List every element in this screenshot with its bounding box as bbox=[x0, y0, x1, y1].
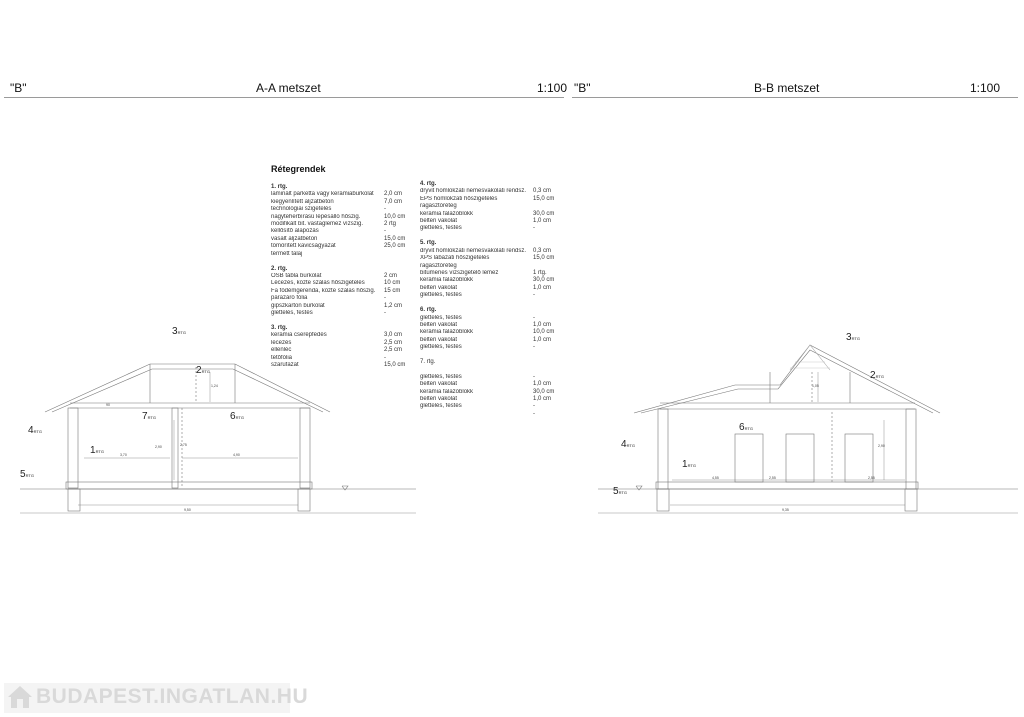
layer-thickness: 2,5 cm bbox=[384, 339, 403, 346]
layer-material: Fa födémgerenda, közte szálas hőszig. bbox=[271, 287, 376, 294]
layer-thickness: 1 rtg. bbox=[533, 269, 547, 276]
layer-material: laminált parketta vagy kerámiaburkolat bbox=[271, 191, 374, 198]
layer-thickness: 0,3 cm bbox=[533, 188, 552, 195]
layer-thickness bbox=[533, 203, 571, 210]
layer-row bbox=[271, 199, 422, 206]
layer-row bbox=[420, 403, 571, 410]
section-b-dim-roof: 1,05 bbox=[812, 384, 819, 388]
layer-thickness: 2 rtg bbox=[384, 221, 397, 228]
section-b-dim-r1: 4,55 bbox=[712, 476, 719, 480]
section-a-dim-room1: 3,70 bbox=[120, 453, 127, 457]
layer-row bbox=[420, 366, 571, 373]
layer-material: belteri vakolat bbox=[420, 321, 458, 328]
layer-material: ragasztóréteg bbox=[420, 262, 457, 269]
section-a-label-2: 2RTG bbox=[196, 365, 210, 376]
section-a-dim-roof: 1,24 bbox=[211, 384, 218, 388]
layer-group bbox=[271, 266, 422, 318]
layer-material: párazáró fólia bbox=[271, 295, 308, 302]
section-b-label-2: 2RTG bbox=[870, 370, 884, 381]
layer-row bbox=[420, 218, 571, 225]
layer-thickness: 25,0 cm bbox=[384, 243, 406, 250]
legend-title: Rétegrendek bbox=[271, 164, 326, 174]
layer-row bbox=[420, 292, 571, 299]
layer-group-heading: 4. rtg. bbox=[420, 181, 437, 187]
layer-legend-col2 bbox=[420, 181, 571, 426]
layer-thickness: 2,0 cm bbox=[384, 191, 403, 198]
layer-material: glettelés, festés bbox=[420, 292, 462, 299]
layer-thickness: - bbox=[384, 295, 386, 302]
layer-material: dryvit homlokzati nemesvakolati rendsz. bbox=[420, 247, 527, 254]
section-a-dim-top: 90 bbox=[106, 403, 110, 407]
layer-material: gipszkarton burkolat bbox=[271, 302, 325, 309]
sheet-right-tag: "B" bbox=[574, 81, 591, 95]
layer-row bbox=[271, 236, 422, 243]
layer-row bbox=[271, 214, 422, 221]
layer-row bbox=[420, 211, 571, 218]
layer-row bbox=[420, 203, 571, 210]
layer-thickness: - bbox=[384, 354, 386, 361]
layer-material: kellősítő alapozás bbox=[271, 228, 319, 235]
layer-thickness: 2,5 cm bbox=[384, 347, 403, 354]
layer-thickness: 1,2 cm bbox=[384, 302, 403, 309]
layer-row bbox=[420, 374, 571, 381]
layer-row bbox=[271, 221, 422, 228]
layer-legend-col1 bbox=[271, 163, 422, 377]
layer-thickness: 3,0 cm bbox=[384, 332, 403, 339]
layer-material: szarufazat bbox=[271, 361, 299, 368]
layer-thickness: 1,0 cm bbox=[533, 336, 552, 343]
section-a-dim-h2: 2,75 bbox=[180, 443, 187, 447]
layer-material: Lécezés, közte szálas hőszigetelés bbox=[271, 280, 365, 287]
layer-row bbox=[271, 273, 422, 280]
layer-row bbox=[420, 344, 571, 351]
layer-row bbox=[271, 355, 422, 362]
section-a-label-6: 6RTG bbox=[230, 411, 244, 422]
layer-thickness: 15,0 cm bbox=[533, 255, 555, 262]
layer-row bbox=[271, 310, 422, 317]
sheet-left-title: A-A metszet bbox=[256, 81, 321, 95]
layer-row bbox=[420, 263, 571, 270]
layer-material: belteri vakolat bbox=[420, 336, 458, 343]
layer-thickness: 15,0 cm bbox=[384, 361, 406, 368]
layer-thickness: 1,0 cm bbox=[533, 218, 552, 225]
layer-row bbox=[420, 188, 571, 195]
layer-group bbox=[420, 307, 571, 351]
layer-thickness: - bbox=[384, 228, 386, 235]
layer-row bbox=[271, 295, 422, 302]
layer-material: EPS homlokzati hőszigetelés bbox=[420, 195, 498, 202]
layer-material: belteri vakolat bbox=[420, 381, 458, 388]
layer-row bbox=[420, 315, 571, 322]
layer-material: glettelés, festés bbox=[420, 225, 462, 232]
layer-material: lécezés bbox=[271, 339, 292, 346]
layer-material: technológiai szigetelés bbox=[271, 206, 332, 213]
sheet-left-scale: 1:100 bbox=[537, 81, 568, 95]
layer-row bbox=[271, 243, 422, 250]
layer-material: modifikált bit. vastaglemez vízszig. bbox=[271, 221, 364, 228]
section-a-dim-room2: 4,90 bbox=[233, 453, 240, 457]
layer-thickness: - bbox=[384, 310, 386, 316]
layer-thickness: 1,0 cm bbox=[533, 381, 552, 388]
layer-thickness: 1,0 cm bbox=[533, 284, 552, 291]
section-b-drawing bbox=[598, 345, 1018, 513]
layer-row bbox=[420, 381, 571, 388]
layer-material: tömörített kavicságyazat bbox=[271, 243, 336, 250]
layer-material: vasalt aljzatbeton bbox=[271, 235, 318, 242]
section-a-label-3: 3RTG bbox=[172, 326, 186, 337]
layer-row bbox=[271, 228, 422, 235]
layer-material: glettelés, festés bbox=[271, 310, 313, 316]
layer-material: belteri vakolat bbox=[420, 218, 458, 225]
layer-group bbox=[420, 181, 571, 233]
layer-row bbox=[271, 288, 422, 295]
layer-row bbox=[420, 225, 571, 232]
section-b-dim-bottom: 9,35 bbox=[782, 508, 789, 512]
layer-group-heading: 6. rtg. bbox=[420, 307, 437, 314]
layer-material: kerámia falazóblokk bbox=[420, 277, 474, 284]
layer-thickness: 30,0 cm bbox=[533, 388, 555, 395]
layer-material bbox=[420, 366, 533, 373]
layer-row bbox=[420, 411, 571, 418]
layer-row bbox=[271, 303, 422, 310]
layer-row bbox=[420, 270, 571, 277]
layer-row bbox=[271, 206, 422, 213]
layer-material: belteri vakolat bbox=[420, 396, 458, 403]
layer-thickness: 2 cm bbox=[384, 272, 398, 279]
layer-group bbox=[420, 240, 571, 299]
layer-group-heading: 2. rtg. bbox=[271, 265, 288, 272]
watermark-text: BUDAPEST.INGATLAN.HU bbox=[36, 685, 309, 708]
sheet-right-scale: 1:100 bbox=[970, 81, 1001, 95]
layer-row bbox=[271, 191, 422, 198]
layer-row bbox=[271, 362, 422, 369]
layer-thickness: - bbox=[533, 344, 535, 351]
section-a-dim-h1: 2,90 bbox=[155, 445, 162, 449]
layer-row bbox=[420, 248, 571, 255]
layer-row bbox=[420, 329, 571, 336]
layer-thickness: - bbox=[533, 410, 535, 417]
layer-thickness: 1,0 cm bbox=[533, 321, 552, 328]
layer-thickness: 15,0 cm bbox=[384, 235, 406, 242]
layer-row bbox=[271, 340, 422, 347]
layer-thickness: 30,0 cm bbox=[533, 210, 555, 217]
layer-material: nagyteherbírású lépésálló hőszig. bbox=[271, 213, 361, 220]
layer-thickness bbox=[533, 263, 571, 270]
section-b-dim-h: 2,90 bbox=[878, 444, 885, 448]
layer-row bbox=[420, 389, 571, 396]
layer-row bbox=[420, 396, 571, 403]
layer-material: tetőfólia bbox=[271, 354, 293, 361]
layer-row bbox=[271, 332, 422, 339]
layer-material: kiegyenlített aljzatbeton bbox=[271, 198, 334, 205]
layer-group bbox=[271, 325, 422, 369]
section-a-dim-bottom: 9,50 bbox=[184, 508, 191, 512]
layer-thickness: - bbox=[533, 403, 535, 410]
section-a-label-4: 4RTG bbox=[28, 425, 42, 436]
sheet-right-title: B-B metszet bbox=[754, 81, 820, 95]
section-a-label-1: 1RTG bbox=[90, 445, 104, 456]
layer-group-heading: 3. rtg. bbox=[271, 324, 288, 331]
layer-thickness: 15 cm bbox=[384, 287, 401, 294]
layer-material: ragasztóréteg bbox=[420, 203, 457, 210]
layer-material: XPS lábazati hőszigetelés bbox=[420, 255, 490, 262]
layer-thickness: 10,0 cm bbox=[533, 329, 555, 336]
layer-material: ellenléc bbox=[271, 347, 292, 354]
section-b-label-3: 3RTG bbox=[846, 332, 860, 343]
section-b-dim-r3: 2,55 bbox=[868, 476, 875, 480]
layer-thickness: 1,0 cm bbox=[533, 396, 552, 403]
section-b-dim-r2: 2,55 bbox=[769, 476, 776, 480]
layer-thickness: - bbox=[533, 314, 535, 321]
layer-thickness bbox=[384, 251, 422, 258]
layer-material: glettelés, festés bbox=[420, 373, 462, 380]
layer-thickness: - bbox=[384, 206, 386, 213]
layer-thickness: - bbox=[533, 225, 535, 232]
layer-material: kerámia falazóblokk bbox=[420, 210, 474, 217]
layer-thickness: 30,0 cm bbox=[533, 277, 555, 284]
layer-material: kerámia cserépfedés bbox=[271, 332, 327, 339]
layer-thickness: 10,0 cm bbox=[384, 213, 406, 220]
layer-material: glettelés, festés bbox=[420, 314, 462, 321]
layer-group-heading: 7. rtg. bbox=[420, 359, 436, 366]
layer-group bbox=[420, 359, 571, 418]
layer-row bbox=[420, 337, 571, 344]
layer-row bbox=[271, 347, 422, 354]
section-b-label-6: 6RTG bbox=[739, 422, 753, 433]
layer-material: glettelés, festés bbox=[420, 344, 462, 351]
layer-row bbox=[420, 322, 571, 329]
section-b-label-1: 1RTG bbox=[682, 459, 696, 470]
layer-thickness: 7,0 cm bbox=[384, 198, 403, 205]
section-b-label-4: 4RTG bbox=[621, 439, 635, 450]
section-a-drawing bbox=[20, 361, 416, 513]
layer-group-heading: 1. rtg. bbox=[271, 184, 288, 190]
layer-material: termett talaj bbox=[271, 250, 303, 257]
layer-group-heading: 5. rtg. bbox=[420, 240, 437, 247]
layer-material: OSB tábla burkolat bbox=[271, 272, 322, 279]
layer-row bbox=[420, 255, 571, 262]
layer-thickness: 15,0 cm bbox=[533, 195, 555, 202]
layer-row bbox=[271, 251, 422, 258]
layer-material bbox=[420, 411, 533, 418]
layer-row bbox=[420, 277, 571, 284]
layer-material: belteri vakolat bbox=[420, 284, 458, 291]
layer-material: bitumenes vízszigetelő lemez bbox=[420, 269, 499, 276]
layer-thickness: - bbox=[533, 373, 535, 380]
layer-thickness: - bbox=[533, 292, 535, 299]
layer-material: kerámia falazóblokk bbox=[420, 388, 474, 395]
layer-row bbox=[271, 280, 422, 287]
section-a-label-7: 7RTG bbox=[142, 411, 156, 422]
layer-thickness: 0,3 cm bbox=[533, 247, 552, 254]
layer-material: kerámia falazóblokk bbox=[420, 329, 474, 336]
section-b-label-5: 5RTG bbox=[613, 486, 627, 497]
layer-group bbox=[271, 184, 422, 258]
layer-row bbox=[420, 196, 571, 203]
section-a-label-5: 5RTG bbox=[20, 469, 34, 480]
layer-row bbox=[420, 285, 571, 292]
layer-material: glettelés, festés bbox=[420, 403, 462, 410]
layer-material: dryvit homlokzati nemesvakolati rendsz. bbox=[420, 188, 527, 195]
layer-thickness: 10 cm bbox=[384, 280, 401, 287]
layer-thickness bbox=[533, 366, 571, 373]
sheet-left-tag: "B" bbox=[10, 81, 27, 95]
